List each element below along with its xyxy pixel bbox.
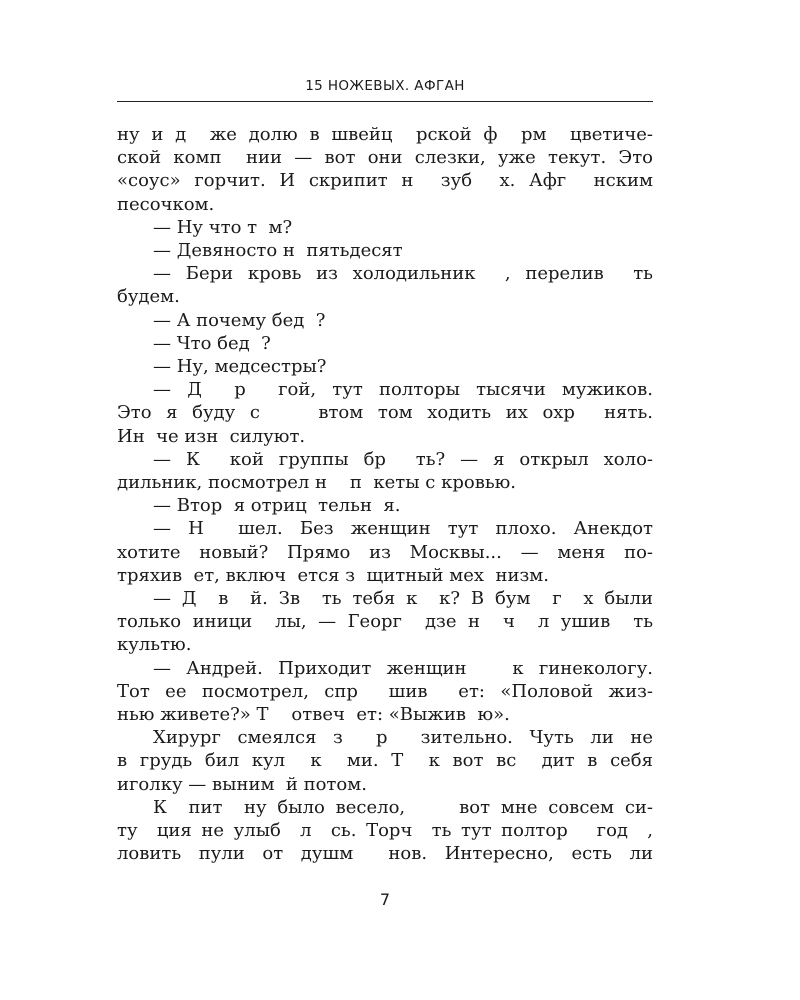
- text-line: — Д р гой, тут полторы тысячи мужиков.: [153, 379, 653, 401]
- text-line: Тот ее посмотрел, спр шив ет: «Половой жиз-: [117, 680, 653, 702]
- text-line: Это я буду с втом том ходить их охр нять.: [117, 402, 653, 424]
- text-line: песочком.: [117, 193, 215, 215]
- text-line: ловить пули от душм нов. Интересно, есть ли: [117, 843, 653, 865]
- text-line: — А почему бед ?: [153, 309, 326, 331]
- text-line: — Что бед ?: [153, 332, 271, 354]
- page-number: 7: [379, 890, 391, 909]
- text-line: Хирург смеялся з р зительно. Чуть ли не: [153, 727, 653, 749]
- text-line: в грудь бил кул к ми. Т к вот вс дит в себя: [117, 750, 653, 772]
- text-line: — К кой группы бр ть? — я открыл холо-: [153, 448, 653, 470]
- text-line: будем.: [117, 286, 180, 308]
- text-line: Ин че изн силуют.: [117, 425, 306, 447]
- text-line: только иници лы, — Георг дзе н ч л ушив ть: [117, 611, 653, 633]
- text-line: К пит ну было весело, вот мне совсем си-: [153, 796, 653, 818]
- text-line: — Девяносто н пятьдесят: [153, 240, 403, 262]
- text-line: — Втор я отриц тельн я.: [153, 495, 401, 517]
- text-line: нью живете?» Т отвеч ет: «Выжив ю».: [117, 704, 510, 726]
- text-line: ской комп нии — вот они слезки, уже текут. Это: [117, 147, 653, 169]
- body-text: [117, 123, 653, 866]
- text-line: — Н шел. Без женщин тут плохо. Анекдот: [153, 518, 653, 540]
- text-line: — Андрей. Приходит женщин к гинекологу.: [153, 657, 653, 679]
- text-line: — Д в й. Зв ть тебя к к? В бум г х были: [153, 588, 653, 610]
- text-line: тряхив ет, включ ется з щитный мех низм.: [117, 564, 549, 586]
- text-line: хотите новый? Прямо из Москвы... — меня по-: [117, 541, 653, 563]
- text-line: — Ну, медсестры?: [153, 356, 327, 378]
- text-line: — Бери кровь из холодильник , перелив ть: [153, 263, 653, 285]
- text-line: дильник, посмотрел н п кеты с кровью.: [117, 472, 517, 494]
- text-line: ту ция не улыб л сь. Торч ть тут полтор год ,: [117, 820, 653, 842]
- header-rule: [117, 101, 653, 102]
- text-line: «соус» горчит. И скрипит н зуб х. Афг нским: [117, 170, 653, 192]
- running-title: 15 НОЖЕВЫХ. АФГАН: [305, 78, 465, 94]
- text-line: ну и д же долю в швейц рской ф рм цветиче-: [117, 124, 653, 145]
- text-line: культю.: [117, 634, 192, 656]
- text-line: — Ну что т м?: [153, 216, 293, 238]
- text-line: иголку — выним й потом.: [117, 773, 367, 795]
